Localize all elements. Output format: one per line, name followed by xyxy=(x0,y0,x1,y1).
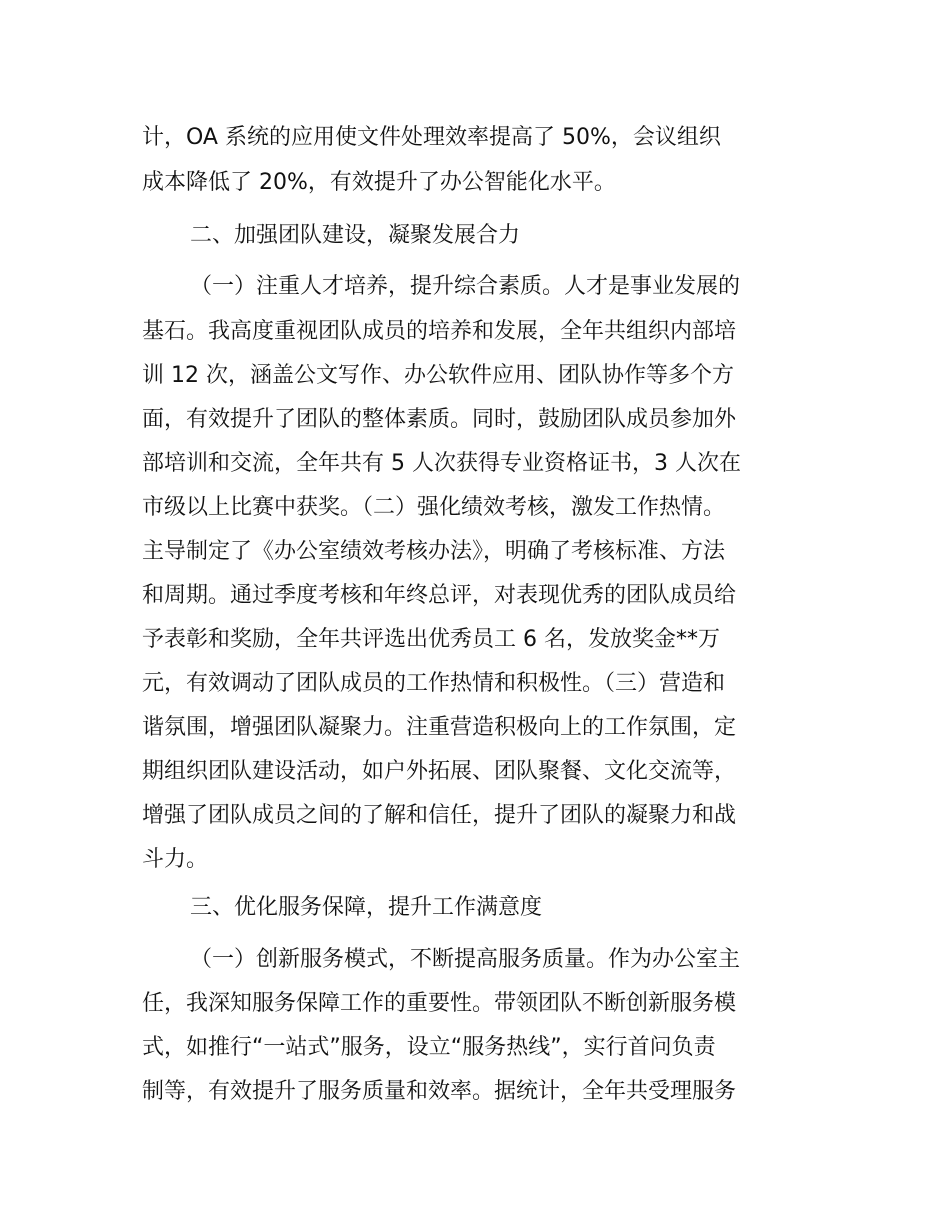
text-line: 增强了团队成员之间的了解和信任，提升了团队的凝聚力和战 xyxy=(142,803,737,828)
text-line: 成本降低了 20%，有效提升了办公智能化水平。 xyxy=(142,170,616,195)
text-line: 式，如推行“一站式”服务，设立“服务热线”，实行首问负责 xyxy=(142,1035,716,1060)
text-line: 基石。我高度重视团队成员的培养和发展，全年共组织内部培 xyxy=(142,319,737,344)
text-line: 部培训和交流，全年共有 5 人次获得专业资格证书，3 人次在 xyxy=(142,451,741,476)
text-line: 主导制定了《办公室绩效考核办法》，明确了考核标准、方法 xyxy=(142,539,726,564)
text-line: 制等，有效提升了服务质量和效率。据统计，全年共受理服务 xyxy=(142,1079,737,1104)
text-line: （一）创新服务模式，不断提高服务质量。作为办公室主 xyxy=(190,947,741,972)
text-line: 任，我深知服务保障工作的重要性。带领团队不断创新服务模 xyxy=(142,991,737,1016)
text-line: 面，有效提升了团队的整体素质。同时，鼓励团队成员参加外 xyxy=(142,407,737,432)
section-heading: 二、加强团队建设，凝聚发展合力 xyxy=(190,223,521,248)
text-line: 计，OA 系统的应用使文件处理效率提高了 50%，会议组织 xyxy=(142,125,721,150)
text-line: 市级以上比赛中获奖。（二）强化绩效考核，激发工作热情。 xyxy=(142,495,726,520)
text-line: 期组织团队建设活动，如户外拓展、团队聚餐、文化交流等， xyxy=(142,759,737,784)
text-line: 予表彰和奖励，全年共评选出优秀员工 6 名，发放奖金**万 xyxy=(142,627,720,652)
section-heading: 三、优化服务保障，提升工作满意度 xyxy=(190,895,543,920)
text-line: 训 12 次，涵盖公文写作、办公软件应用、团队协作等多个方 xyxy=(142,363,734,388)
text-line: 斗力。 xyxy=(142,847,209,872)
text-line: 元，有效调动了团队成员的工作热情和积极性。（三）营造和 xyxy=(142,671,726,696)
text-line: （一）注重人才培养，提升综合素质。人才是事业发展的 xyxy=(190,274,741,299)
text-line: 和周期。通过季度考核和年终总评，对表现优秀的团队成员给 xyxy=(142,583,737,608)
text-line: 谐氛围，增强团队凝聚力。注重营造积极向上的工作氛围，定 xyxy=(142,715,737,740)
